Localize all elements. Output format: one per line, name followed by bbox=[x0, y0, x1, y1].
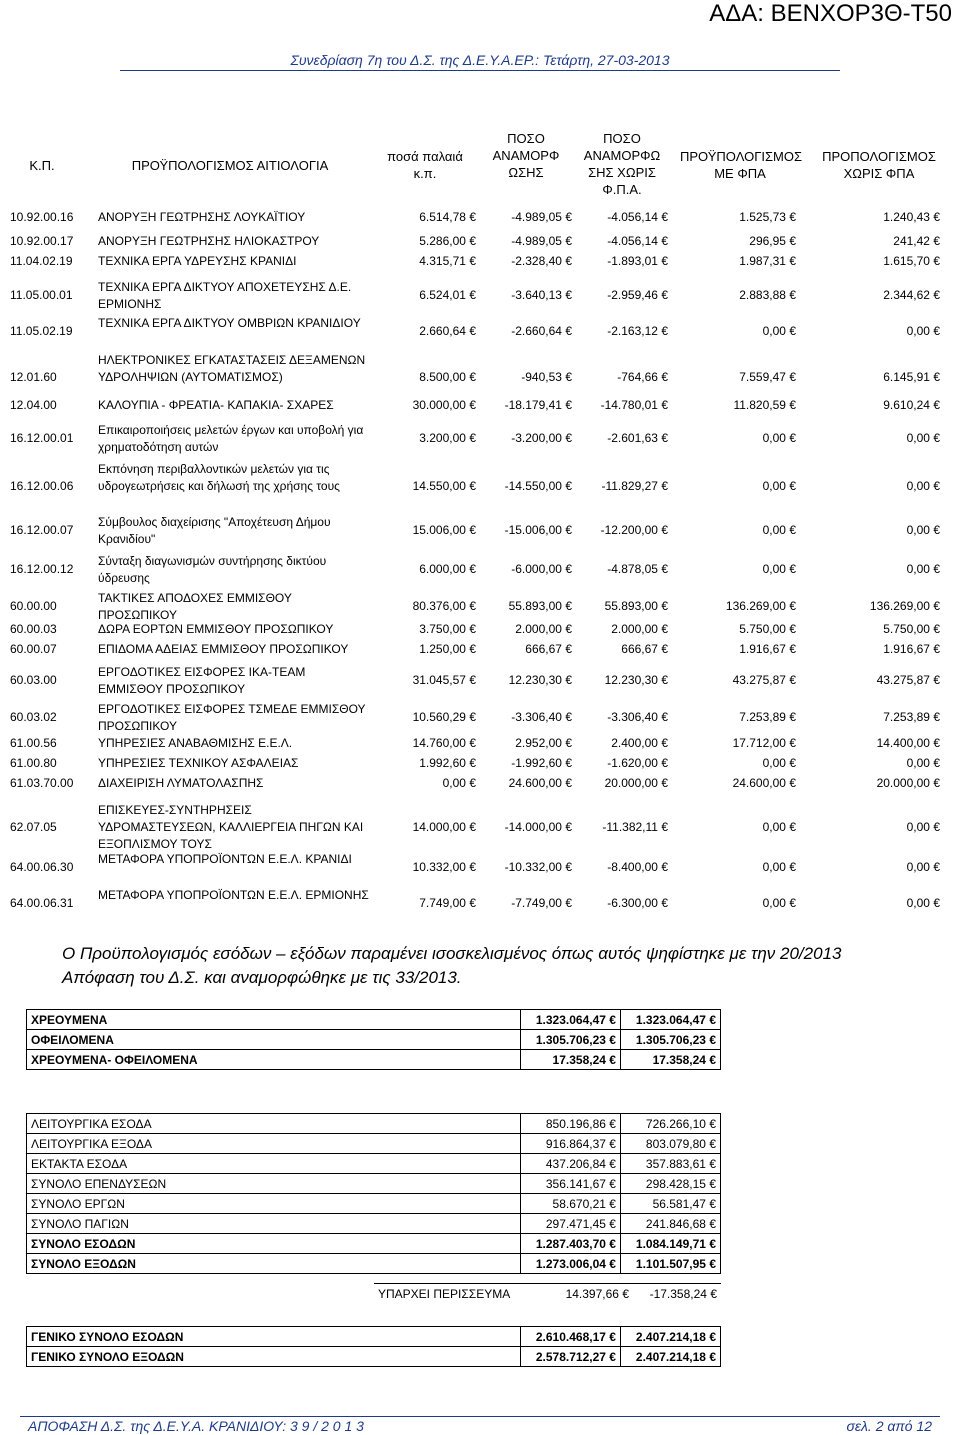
row-amendment: -7.749,00 € bbox=[511, 896, 572, 910]
row-description: ΜΕΤΑΦΟΡΑ ΥΠΟΠΡΟΪΟΝΤΩΝ Ε.Ε.Λ. ΚΡΑΝΙΔΙ bbox=[98, 852, 352, 866]
row-budget-without-fpa: 0,00 € bbox=[906, 820, 940, 834]
row-code: 60.00.07 bbox=[10, 641, 57, 656]
row-budget-with-fpa: 0,00 € bbox=[762, 755, 796, 770]
row-amendment: -4.989,05 € bbox=[511, 209, 572, 224]
session-text: Συνεδρίαση 7η του Δ.Σ. της Δ.Ε.Υ.Α.ΕΡ.: Τετάρτη, 27-03-2013 bbox=[290, 52, 670, 68]
row-budget-without-fpa: 14.400,00 € bbox=[876, 735, 940, 750]
row-old-amount: 1.992,60 € bbox=[419, 755, 476, 770]
table-row bbox=[27, 1214, 721, 1234]
row-value-a: 17.358,24 € bbox=[520, 1050, 620, 1070]
row-amendment: 2.000,00 € bbox=[515, 621, 572, 636]
row-budget-with-fpa: 7.253,89 € bbox=[739, 710, 796, 724]
row-value-a: 58.670,21 € bbox=[520, 1194, 620, 1214]
row-budget-without-fpa: 6.145,91 € bbox=[883, 370, 940, 384]
row-value-a: 850.196,86 € bbox=[520, 1114, 620, 1134]
row-budget-with-fpa: 0,00 € bbox=[762, 860, 796, 874]
row-code: 11.04.02.19 bbox=[10, 253, 73, 268]
row-amendment-no-fpa: -11.829,27 € bbox=[601, 479, 668, 493]
row-value-b: 241.846,68 € bbox=[620, 1214, 720, 1234]
row-description: ΚΑΛΟΥΠΙΑ - ΦΡΕΑΤΙΑ- ΚΑΠΑΚΙΑ- ΣΧΑΡΕΣ bbox=[98, 398, 334, 412]
row-description: ΑΝΟΡΥΞΗ ΓΕΩΤΡΗΣΗΣ ΛΟΥΚΑΪΤΙΟΥ bbox=[98, 210, 306, 224]
row-amendment-no-fpa: 2.000,00 € bbox=[611, 621, 668, 636]
row-old-amount: 80.376,00 € bbox=[412, 599, 476, 613]
row-amendment: -2.328,40 € bbox=[511, 253, 572, 268]
table-row bbox=[27, 1347, 721, 1367]
row-value-b: 17.358,24 € bbox=[620, 1050, 720, 1070]
row-budget-without-fpa: 1.916,67 € bbox=[883, 641, 940, 656]
row-budget-without-fpa: 0,00 € bbox=[906, 324, 940, 338]
row-value-b: 1.101.507,95 € bbox=[620, 1254, 720, 1274]
row-label: ΛΕΙΤΟΥΡΓΙΚΑ ΕΞΟΔΑ bbox=[27, 1134, 521, 1154]
table-row bbox=[27, 1134, 721, 1154]
row-description: ΕΡΓΟΔΟΤΙΚΕΣ ΕΙΣΦΟΡΕΣ ΙΚΑ-ΤΕΑΜ ΕΜΜΙΣΘΟΥ ΠΡΟΣΩΠΙΚΟΥ bbox=[98, 665, 306, 696]
row-description: ΕΡΓΟΔΟΤΙΚΕΣ ΕΙΣΦΟΡΕΣ ΤΣΜΕΔΕ ΕΜΜΙΣΘΟΥ ΠΡΟΣΩΠΙΚΟΥ bbox=[98, 702, 366, 733]
row-budget-without-fpa: 136.269,00 € bbox=[869, 599, 940, 613]
row-description: ΑΝΟΡΥΞΗ ΓΕΩΤΡΗΣΗΣ ΗΛΙΟΚΑΣΤΡΟΥ bbox=[98, 234, 320, 248]
table-row bbox=[27, 1114, 721, 1134]
row-description: ΔΙΑΧΕΙΡΙΣΗ ΛΥΜΑΤΟΛΑΣΠΗΣ bbox=[98, 776, 264, 790]
col-without-fpa: ΠΡΟΠΟΛΟΓΙΣΜΟΣ ΧΩΡΙΣ ΦΠΑ bbox=[822, 149, 936, 181]
row-value-a: 1.323.064,47 € bbox=[520, 1010, 620, 1030]
row-budget-without-fpa: 1.615,70 € bbox=[883, 253, 940, 268]
row-amendment: -15.006,00 € bbox=[504, 523, 572, 537]
row-old-amount: 14.760,00 € bbox=[412, 735, 476, 750]
row-budget-with-fpa: 0,00 € bbox=[762, 431, 796, 445]
row-code: 62.07.05 bbox=[10, 820, 57, 834]
row-code: 16.12.00.07 bbox=[10, 523, 74, 537]
row-budget-with-fpa: 0,00 € bbox=[762, 820, 796, 834]
row-amendment-no-fpa: -4.878,05 € bbox=[607, 562, 668, 576]
row-budget-with-fpa: 0,00 € bbox=[762, 896, 796, 910]
row-amendment: -3.640,13 € bbox=[511, 288, 572, 302]
row-description: ΗΛΕΚΤΡΟΝΙΚΕΣ ΕΓΚΑΤΑΣΤΑΣΕΙΣ ΔΕΞΑΜΕΝΩΝ ΥΔΡΟΛΗΨΙΩΝ (ΑΥΤΟΜΑΤΙΣΜΟΣ) bbox=[98, 353, 366, 384]
row-amendment-no-fpa: -3.306,40 € bbox=[607, 710, 668, 724]
row-description: ΤΑΚΤΙΚΕΣ ΑΠΟΔΟΧΕΣ ΕΜΜΙΣΘΟΥ ΠΡΟΣΩΠΙΚΟΥ bbox=[98, 591, 292, 622]
row-budget-without-fpa: 2.344,62 € bbox=[883, 288, 940, 302]
row-code: 12.04.00 bbox=[10, 397, 57, 412]
row-value-a: 1.305.706,23 € bbox=[520, 1030, 620, 1050]
row-description: Σύμβουλος διαχείρισης "Αποχέτευση Δήμου Κρανιδίου" bbox=[98, 515, 331, 546]
row-amendment-no-fpa: -764,66 € bbox=[617, 370, 668, 384]
row-amendment-no-fpa: -4.056,14 € bbox=[607, 233, 668, 248]
row-code: 60.03.02 bbox=[10, 710, 57, 724]
row-budget-with-fpa: 0,00 € bbox=[762, 562, 796, 576]
row-label: ΓΕΝΙΚΟ ΣΥΝΟΛΟ ΕΣΟΔΩΝ bbox=[27, 1327, 521, 1347]
row-budget-with-fpa: 43.275,87 € bbox=[732, 673, 796, 687]
summary-table bbox=[26, 1113, 721, 1274]
row-value-b: 56.581,47 € bbox=[620, 1194, 720, 1214]
row-budget-without-fpa: 0,00 € bbox=[906, 562, 940, 576]
row-label: ΣΥΝΟΛΟ ΠΑΓΙΩΝ bbox=[27, 1214, 521, 1234]
row-description: Σύνταξη διαγωνισμών συντήρησης δικτύου ύδρευσης bbox=[98, 554, 327, 585]
row-amendment: -2.660,64 € bbox=[511, 324, 572, 338]
row-value-a: 2.610.468,17 € bbox=[520, 1327, 620, 1347]
row-budget-without-fpa: 9.610,24 € bbox=[883, 397, 940, 412]
row-code: 60.00.00 bbox=[10, 599, 57, 613]
row-value-a: 437.206,84 € bbox=[520, 1154, 620, 1174]
surplus-row bbox=[26, 1284, 721, 1304]
surplus-value-b: -17.358,24 € bbox=[633, 1284, 721, 1304]
row-amendment-no-fpa: -12.200,00 € bbox=[600, 523, 668, 537]
row-code: 61.00.56 bbox=[10, 735, 57, 750]
row-amendment: 666,67 € bbox=[525, 641, 572, 656]
row-old-amount: 2.660,64 € bbox=[419, 324, 476, 338]
surplus-label: ΥΠΑΡΧΕΙ ΠΕΡΙΣΣΕΥΜΑ bbox=[374, 1284, 545, 1304]
row-budget-without-fpa: 0,00 € bbox=[906, 860, 940, 874]
row-budget-with-fpa: 296,95 € bbox=[749, 233, 796, 248]
row-budget-without-fpa: 5.750,00 € bbox=[883, 621, 940, 636]
row-budget-with-fpa: 17.712,00 € bbox=[732, 735, 796, 750]
row-code: 64.00.06.30 bbox=[10, 860, 74, 874]
row-old-amount: 0,00 € bbox=[442, 775, 476, 790]
row-label: ΣΥΝΟΛΟ ΕΞΟΔΩΝ bbox=[27, 1254, 521, 1274]
col-with-fpa: ΠΡΟΫΠΟΛΟΓΙΣΜΟΣ ΜΕ ΦΠΑ bbox=[680, 149, 802, 181]
table-row bbox=[27, 1254, 721, 1274]
row-amendment-no-fpa: -2.601,63 € bbox=[607, 431, 668, 445]
row-amendment-no-fpa: 666,67 € bbox=[621, 641, 668, 656]
row-description: ΕΠΙΔΟΜΑ ΑΔΕΙΑΣ ΕΜΜΙΣΘΟΥ ΠΡΟΣΩΠΙΚΟΥ bbox=[98, 642, 349, 656]
row-amendment-no-fpa: -2.959,46 € bbox=[607, 288, 668, 302]
row-description: ΤΕΧΝΙΚΑ ΕΡΓΑ ΔΙΚΤΥΟΥ ΑΠΟΧΕΤΕΥΣΗΣ Δ.Ε. ΕΡΜΙΟΝΗΣ bbox=[98, 280, 352, 311]
row-code: 64.00.06.31 bbox=[10, 896, 74, 910]
row-budget-without-fpa: 43.275,87 € bbox=[876, 673, 940, 687]
row-description: ΤΕΧΝΙΚΑ ΕΡΓΑ ΥΔΡΕΥΣΗΣ ΚΡΑΝΙΔΙ bbox=[98, 254, 297, 268]
row-code: 12.01.60 bbox=[10, 370, 57, 384]
row-label: ΕΚΤΑΚΤΑ ΕΣΟΔΑ bbox=[27, 1154, 521, 1174]
row-amendment: -4.989,05 € bbox=[511, 233, 572, 248]
table-row bbox=[27, 1327, 721, 1347]
row-budget-with-fpa: 7.559,47 € bbox=[739, 370, 796, 384]
row-amendment: -1.992,60 € bbox=[511, 755, 572, 770]
row-old-amount: 10.560,29 € bbox=[412, 710, 476, 724]
row-label: ΣΥΝΟΛΟ ΕΠΕΝΔΥΣΕΩΝ bbox=[27, 1174, 521, 1194]
row-label: ΛΕΙΤΟΥΡΓΙΚΑ ΕΣΟΔΑ bbox=[27, 1114, 521, 1134]
row-amendment-no-fpa: -4.056,14 € bbox=[607, 209, 668, 224]
row-amendment: -14.550,00 € bbox=[504, 479, 572, 493]
row-budget-without-fpa: 241,42 € bbox=[893, 233, 940, 248]
row-label: ΟΦΕΙΛΟΜΕΝΑ bbox=[27, 1030, 521, 1050]
table-row bbox=[27, 1154, 721, 1174]
row-description: ΕΠΙΣΚΕΥΕΣ-ΣΥΝΤΗΡΗΣΕΙΣ ΥΔΡΟΜΑΣΤΕΥΣΕΩΝ, ΚΑΛΛΙΕΡΓΕΙΑ ΠΗΓΩΝ ΚΑΙ ΕΞΟΠΛΙΣΜΟΥ ΤΟΥΣ bbox=[98, 803, 364, 851]
row-amendment: -3.306,40 € bbox=[511, 710, 572, 724]
row-old-amount: 6.514,78 € bbox=[419, 209, 476, 224]
row-description: ΜΕΤΑΦΟΡΑ ΥΠΟΠΡΟΪΟΝΤΩΝ Ε.Ε.Λ. ΕΡΜΙΟΝΗΣ bbox=[98, 888, 369, 902]
row-amendment-no-fpa: -11.382,11 € bbox=[602, 820, 668, 834]
row-amendment-no-fpa: 2.400,00 € bbox=[611, 735, 668, 750]
row-amendment: 55.893,00 € bbox=[508, 599, 572, 613]
row-budget-without-fpa: 1.240,43 € bbox=[883, 209, 940, 224]
row-old-amount: 14.000,00 € bbox=[412, 820, 476, 834]
row-label: ΣΥΝΟΛΟ ΕΣΟΔΩΝ bbox=[27, 1234, 521, 1254]
row-value-b: 357.883,61 € bbox=[620, 1154, 720, 1174]
row-value-b: 2.407.214,18 € bbox=[620, 1347, 720, 1367]
row-description: ΤΕΧΝΙΚΑ ΕΡΓΑ ΔΙΚΤΥΟΥ ΟΜΒΡΙΩΝ ΚΡΑΝΙΔΙΟΥ bbox=[98, 316, 361, 330]
surplus-table bbox=[26, 1283, 721, 1303]
row-amendment: -940,53 € bbox=[521, 370, 572, 384]
row-code: 61.03.70.00 bbox=[10, 775, 74, 790]
row-amendment-no-fpa: -6.300,00 € bbox=[607, 896, 668, 910]
surplus-value-a: 14.397,66 € bbox=[545, 1284, 633, 1304]
row-old-amount: 14.550,00 € bbox=[412, 479, 476, 493]
table-row bbox=[27, 1010, 721, 1030]
row-label: ΣΥΝΟΛΟ ΕΡΓΩΝ bbox=[27, 1194, 521, 1214]
row-value-b: 726.266,10 € bbox=[620, 1114, 720, 1134]
totals-table bbox=[26, 1326, 721, 1367]
row-code: 11.05.00.01 bbox=[10, 288, 73, 302]
row-amendment: -18.179,41 € bbox=[504, 397, 572, 412]
row-value-b: 2.407.214,18 € bbox=[620, 1327, 720, 1347]
balance-note: Ο Προϋπολογισμός εσόδων – εξόδων παραμένει ισοσκελισμένος όπως αυτός ψηφίστηκε με την 20/2013 Απόφαση του Δ.Σ. και αναμορφώθηκε με τις 33/2013. bbox=[62, 944, 842, 987]
row-amendment-no-fpa: 12.230,30 € bbox=[604, 673, 668, 687]
table-row bbox=[27, 1050, 721, 1070]
ada-code: ΑΔΑ: ΒΕΝΧΟΡ3Θ-Τ50 bbox=[709, 0, 952, 27]
session-header bbox=[0, 52, 960, 68]
row-description: ΔΩΡΑ ΕΟΡΤΩΝ ΕΜΜΙΣΘΟΥ ΠΡΟΣΩΠΙΚΟΥ bbox=[98, 622, 334, 636]
row-old-amount: 30.000,00 € bbox=[412, 397, 476, 412]
row-budget-without-fpa: 0,00 € bbox=[906, 523, 940, 537]
row-amendment: -14.000,00 € bbox=[504, 820, 572, 834]
row-budget-with-fpa: 1.525,73 € bbox=[739, 209, 796, 224]
row-budget-without-fpa: 0,00 € bbox=[906, 896, 940, 910]
row-code: 60.03.00 bbox=[10, 673, 57, 687]
row-budget-with-fpa: 24.600,00 € bbox=[732, 775, 796, 790]
row-old-amount: 7.749,00 € bbox=[419, 896, 476, 910]
row-value-b: 298.428,15 € bbox=[620, 1174, 720, 1194]
table-row bbox=[27, 1234, 721, 1254]
row-code: 16.12.00.12 bbox=[10, 562, 74, 576]
row-label: ΧΡΕΟΥΜΕΝΑ- ΟΦΕΙΛΟΜΕΝΑ bbox=[27, 1050, 521, 1070]
row-value-a: 916.864,37 € bbox=[520, 1134, 620, 1154]
debts-table bbox=[26, 1009, 721, 1070]
row-label: ΧΡΕΟΥΜΕΝΑ bbox=[27, 1010, 521, 1030]
col-amend-nofpa: ΠΟΣΟ ΑΝΑΜΟΡΦΩ ΣΗΣ ΧΩΡΙΣ Φ.Π.Α. bbox=[583, 131, 661, 197]
row-old-amount: 10.332,00 € bbox=[412, 860, 476, 874]
footer-decision: ΑΠΟΦΑΣΗ Δ.Σ. της Δ.Ε.Υ.Α. ΚΡΑΝΙΔΙΟΥ: 3 9 / 2 0 1 3 bbox=[28, 1418, 364, 1434]
row-budget-with-fpa: 5.750,00 € bbox=[739, 621, 796, 636]
row-budget-with-fpa: 136.269,00 € bbox=[725, 599, 796, 613]
row-value-b: 1.323.064,47 € bbox=[620, 1010, 720, 1030]
row-old-amount: 15.006,00 € bbox=[412, 523, 476, 537]
table-row bbox=[27, 1030, 721, 1050]
row-amendment: -3.200,00 € bbox=[511, 431, 572, 445]
session-rule bbox=[120, 70, 840, 71]
row-amendment: -6.000,00 € bbox=[511, 562, 572, 576]
row-amendment-no-fpa: 20.000,00 € bbox=[604, 775, 668, 790]
row-budget-with-fpa: 1.987,31 € bbox=[739, 253, 796, 268]
row-label: ΓΕΝΙΚΟ ΣΥΝΟΛΟ ΕΞΟΔΩΝ bbox=[27, 1347, 521, 1367]
row-old-amount: 5.286,00 € bbox=[419, 233, 476, 248]
col-old: ποσά παλαιά κ.π. bbox=[387, 149, 463, 181]
row-budget-with-fpa: 1.916,67 € bbox=[739, 641, 796, 656]
footer-rule bbox=[20, 1416, 940, 1417]
row-old-amount: 8.500,00 € bbox=[419, 370, 476, 384]
row-code: 10.92.00.17 bbox=[10, 233, 74, 248]
row-amendment: 2.952,00 € bbox=[515, 735, 572, 750]
row-budget-with-fpa: 2.883,88 € bbox=[739, 288, 796, 302]
row-budget-without-fpa: 0,00 € bbox=[906, 431, 940, 445]
row-value-b: 1.084.149,71 € bbox=[620, 1234, 720, 1254]
row-budget-with-fpa: 0,00 € bbox=[762, 523, 796, 537]
row-code: 11.05.02.19 bbox=[10, 324, 73, 338]
footer-page: σελ. 2 από 12 bbox=[846, 1418, 932, 1434]
row-amendment: -10.332,00 € bbox=[504, 860, 572, 874]
row-amendment-no-fpa: -2.163,12 € bbox=[607, 324, 668, 338]
row-budget-without-fpa: 20.000,00 € bbox=[876, 775, 940, 790]
row-old-amount: 4.315,71 € bbox=[419, 253, 476, 268]
row-amendment: 24.600,00 € bbox=[508, 775, 572, 790]
row-amendment-no-fpa: -14.780,01 € bbox=[600, 397, 668, 412]
row-budget-without-fpa: 0,00 € bbox=[906, 755, 940, 770]
row-budget-with-fpa: 0,00 € bbox=[762, 324, 796, 338]
row-value-a: 1.287.403,70 € bbox=[520, 1234, 620, 1254]
row-old-amount: 6.524,01 € bbox=[419, 288, 476, 302]
row-value-a: 297.471,45 € bbox=[520, 1214, 620, 1234]
row-amendment-no-fpa: -1.893,01 € bbox=[607, 253, 668, 268]
row-amendment-no-fpa: -1.620,00 € bbox=[607, 755, 668, 770]
row-code: 10.92.00.16 bbox=[10, 209, 74, 224]
table-row bbox=[27, 1194, 721, 1214]
row-amendment-no-fpa: 55.893,00 € bbox=[604, 599, 668, 613]
row-old-amount: 3.750,00 € bbox=[419, 621, 476, 636]
row-budget-without-fpa: 0,00 € bbox=[906, 479, 940, 493]
row-amendment: 12.230,30 € bbox=[508, 673, 572, 687]
row-value-a: 356.141,67 € bbox=[520, 1174, 620, 1194]
row-budget-without-fpa: 7.253,89 € bbox=[883, 710, 940, 724]
row-old-amount: 31.045,57 € bbox=[412, 673, 476, 687]
row-code: 16.12.00.01 bbox=[10, 431, 74, 445]
row-old-amount: 6.000,00 € bbox=[419, 562, 476, 576]
row-budget-with-fpa: 11.820,59 € bbox=[733, 397, 796, 412]
row-value-a: 1.273.006,04 € bbox=[520, 1254, 620, 1274]
col-kp: Κ.Π. bbox=[29, 158, 55, 173]
row-value-b: 803.079,80 € bbox=[620, 1134, 720, 1154]
row-code: 60.00.03 bbox=[10, 621, 57, 636]
row-code: 16.12.00.06 bbox=[10, 479, 74, 493]
row-old-amount: 1.250,00 € bbox=[419, 641, 476, 656]
row-description: ΥΠΗΡΕΣΙΕΣ ΑΝΑΒΑΘΜΙΣΗΣ Ε.Ε.Λ. bbox=[98, 736, 293, 750]
col-desc: ΠΡΟΫΠΟΛΟΓΙΣΜΟΣ ΑΙΤΙΟΛΟΓΙΑ bbox=[131, 158, 329, 173]
row-old-amount: 3.200,00 € bbox=[419, 431, 476, 445]
row-amendment-no-fpa: -8.400,00 € bbox=[607, 860, 668, 874]
row-description: ΥΠΗΡΕΣΙΕΣ ΤΕΧΝΙΚΟΥ ΑΣΦΑΛΕΙΑΣ bbox=[98, 756, 299, 770]
row-description: Επικαιροποιήσεις μελετών έργων και υποβολή για χρηματοδότηση αυτών bbox=[98, 423, 364, 454]
col-amend: ΠΟΣΟ ΑΝΑΜΟΡΦ ΩΣΗΣ bbox=[492, 131, 560, 180]
row-value-a: 2.578.712,27 € bbox=[520, 1347, 620, 1367]
row-description: Εκπόνηση περιβαλλοντικών μελετών για τις υδρογεωτρήσεις και δήλωσή της χρήσης τους bbox=[98, 462, 340, 493]
table-row bbox=[27, 1174, 721, 1194]
row-value-b: 1.305.706,23 € bbox=[620, 1030, 720, 1050]
row-code: 61.00.80 bbox=[10, 755, 57, 770]
row-budget-with-fpa: 0,00 € bbox=[762, 479, 796, 493]
